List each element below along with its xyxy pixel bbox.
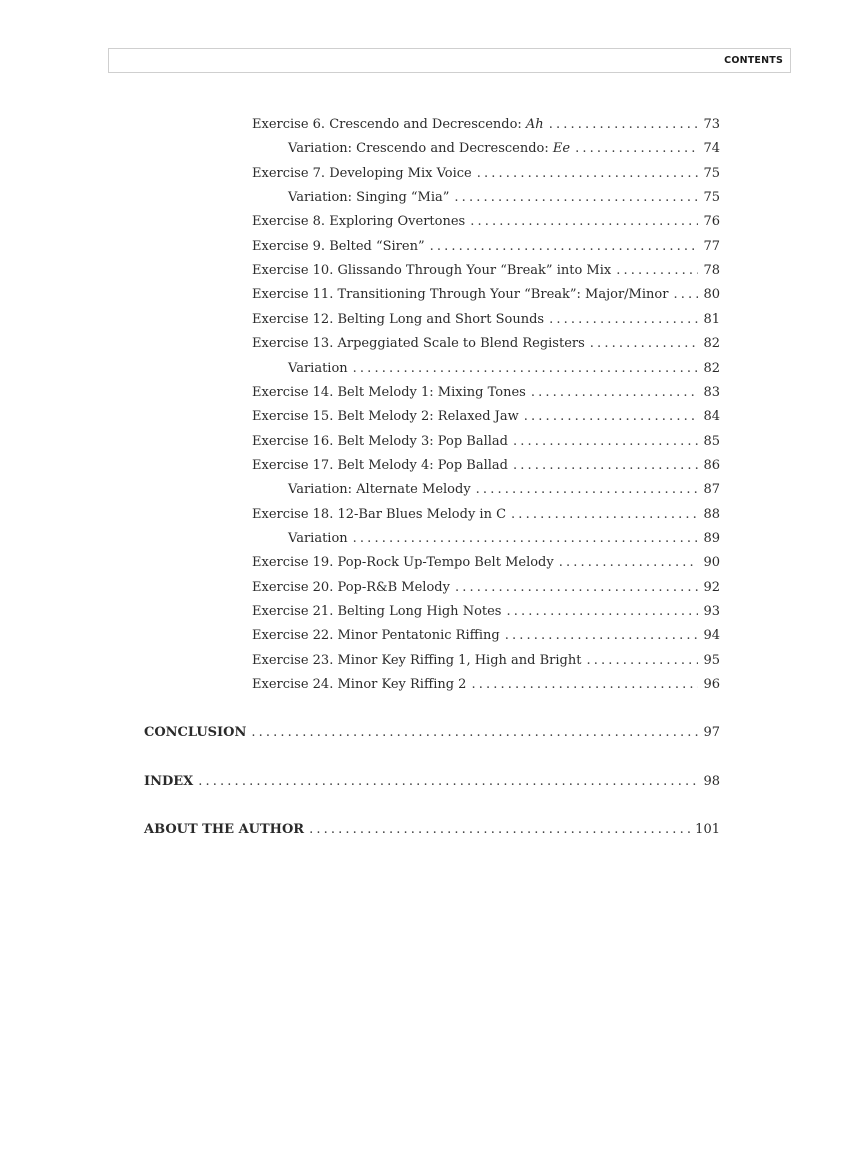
toc-entry-title bbox=[144, 822, 304, 838]
toc-entry-title-text: Variation: Singing “Mia” bbox=[288, 190, 450, 205]
toc-variation-entry[interactable] bbox=[288, 190, 720, 206]
toc-entry-title-text: Variation: Alternate Melody bbox=[288, 482, 471, 497]
toc-entry-title-text: Exercise 15. Belt Melody 2: Relaxed Jaw bbox=[252, 409, 519, 424]
dot-leader bbox=[559, 555, 699, 571]
toc-entry-page-number: 75 bbox=[703, 166, 720, 181]
dot-leader bbox=[616, 263, 698, 279]
toc-entry-page-number: 83 bbox=[703, 385, 720, 400]
toc-section-entry[interactable] bbox=[144, 774, 720, 790]
toc-variation-entry[interactable] bbox=[288, 141, 720, 157]
toc-entry-title-text: Exercise 11. Transitioning Through Your “Break”: Major/Minor bbox=[252, 287, 669, 302]
toc-entry-page-number: 97 bbox=[703, 725, 720, 740]
dot-leader bbox=[471, 677, 698, 693]
toc-entry-title bbox=[288, 141, 570, 157]
dot-leader bbox=[673, 287, 698, 303]
dot-leader bbox=[476, 482, 699, 498]
dot-leader bbox=[470, 214, 698, 230]
toc-entry-page-number: 80 bbox=[703, 287, 720, 302]
dot-leader bbox=[549, 312, 698, 328]
toc-exercise-entry[interactable] bbox=[252, 287, 720, 303]
toc-entry-page-number: 74 bbox=[703, 141, 720, 156]
toc-exercise-entry[interactable] bbox=[252, 117, 720, 133]
toc-entry-title-text: Exercise 9. Belted “Siren” bbox=[252, 239, 425, 254]
toc-exercise-entry[interactable] bbox=[252, 628, 720, 644]
toc-entry-title-text: Exercise 13. Arpeggiated Scale to Blend Registers bbox=[252, 336, 585, 351]
dot-leader bbox=[198, 774, 698, 790]
toc-entry-page-number: 93 bbox=[703, 604, 720, 619]
dot-leader bbox=[513, 434, 698, 450]
dot-leader bbox=[549, 117, 699, 133]
toc-entry-title bbox=[252, 214, 465, 230]
toc-entry-page-number: 85 bbox=[703, 434, 720, 449]
toc-exercise-entry[interactable] bbox=[252, 434, 720, 450]
toc-entry-title bbox=[252, 653, 581, 669]
toc-entry-page-number: 90 bbox=[703, 555, 720, 570]
toc-entry-title bbox=[252, 287, 668, 303]
toc-entry-title bbox=[252, 555, 554, 571]
toc-entry-title-text: Exercise 24. Minor Key Riffing 2 bbox=[252, 677, 467, 692]
toc-exercise-entry[interactable] bbox=[252, 263, 720, 279]
toc-entry-title bbox=[252, 239, 425, 255]
dot-leader bbox=[531, 385, 699, 401]
toc-entry-page-number: 84 bbox=[703, 409, 720, 424]
toc-exercise-entry[interactable] bbox=[252, 604, 720, 620]
toc-variation-entry[interactable] bbox=[288, 482, 720, 498]
toc-entry-title bbox=[252, 604, 501, 620]
dot-leader bbox=[511, 507, 698, 523]
toc-entry-title-text: Exercise 22. Minor Pentatonic Riffing bbox=[252, 628, 500, 643]
toc-entry-title-text: Exercise 18. 12-Bar Blues Melody in C bbox=[252, 507, 507, 522]
toc-exercise-entry[interactable] bbox=[252, 653, 720, 669]
dot-leader bbox=[309, 822, 690, 838]
dot-leader bbox=[586, 653, 698, 669]
toc-entry-title-italic: Ee bbox=[552, 141, 571, 156]
dot-leader bbox=[590, 336, 699, 352]
toc-entry-page-number: 77 bbox=[703, 239, 720, 254]
toc-entry-title-text: Variation bbox=[288, 531, 348, 546]
dot-leader bbox=[251, 725, 698, 741]
toc-entry-title bbox=[252, 434, 508, 450]
toc-entry-title bbox=[144, 725, 246, 741]
toc-entry-title bbox=[288, 361, 348, 377]
toc-entry-title bbox=[252, 166, 472, 182]
toc-exercise-entry[interactable] bbox=[252, 385, 720, 401]
dot-leader bbox=[513, 458, 698, 474]
toc-entry-page-number: 73 bbox=[703, 117, 720, 132]
toc-entry-page-number: 82 bbox=[703, 336, 720, 351]
toc-entry-title bbox=[288, 531, 348, 547]
toc-exercise-entry[interactable] bbox=[252, 409, 720, 425]
toc-exercise-entry[interactable] bbox=[252, 312, 720, 328]
toc-entry-page-number: 98 bbox=[703, 774, 720, 789]
toc-entry-title-text: Exercise 8. Exploring Overtones bbox=[252, 214, 466, 229]
toc-entry-page-number: 82 bbox=[703, 361, 720, 376]
toc-entry-title bbox=[288, 190, 449, 206]
toc-entry-page-number: 86 bbox=[703, 458, 720, 473]
toc-exercise-entry[interactable] bbox=[252, 239, 720, 255]
toc-entry-title-text: Variation: Crescendo and Decrescendo: bbox=[288, 141, 553, 156]
toc-entry-title-text: INDEX bbox=[144, 774, 194, 789]
toc-exercise-entry[interactable] bbox=[252, 580, 720, 596]
toc-entry-title bbox=[252, 507, 506, 523]
toc-entry-page-number: 96 bbox=[703, 677, 720, 692]
toc-entry-title bbox=[252, 263, 611, 279]
toc-entry-title bbox=[252, 628, 500, 644]
running-header-label: CONTENTS bbox=[724, 55, 783, 66]
dot-leader bbox=[455, 580, 699, 596]
toc-entry-title bbox=[252, 458, 508, 474]
toc-exercise-entry[interactable] bbox=[252, 555, 720, 571]
toc-entry-page-number: 88 bbox=[703, 507, 720, 522]
toc-entry-title-italic: Ah bbox=[525, 117, 544, 132]
toc-entry-page-number: 94 bbox=[703, 628, 720, 643]
dot-leader bbox=[353, 361, 699, 377]
toc-exercise-entry[interactable] bbox=[252, 166, 720, 182]
toc-entry-page-number: 92 bbox=[703, 580, 720, 595]
toc-entry-title-text: Exercise 21. Belting Long High Notes bbox=[252, 604, 502, 619]
toc-section-entry[interactable] bbox=[144, 822, 720, 838]
toc-entry-title-text: Exercise 23. Minor Key Riffing 1, High and Bright bbox=[252, 653, 582, 668]
toc-entry-title-text: Exercise 20. Pop-R&B Melody bbox=[252, 580, 450, 595]
toc-entry-page-number: 75 bbox=[703, 190, 720, 205]
toc-entry-title bbox=[288, 482, 471, 498]
toc-entry-title bbox=[252, 409, 519, 425]
dot-leader bbox=[353, 531, 699, 547]
toc-entry-title bbox=[252, 580, 450, 596]
dot-leader bbox=[506, 604, 698, 620]
toc-exercise-entry[interactable] bbox=[252, 507, 720, 523]
toc-entry-title bbox=[252, 117, 544, 133]
toc-entry-title-text: ABOUT THE AUTHOR bbox=[144, 822, 305, 837]
toc-exercise-entry[interactable] bbox=[252, 214, 720, 230]
toc-entry-page-number: 78 bbox=[703, 263, 720, 278]
toc-variation-entry[interactable] bbox=[288, 531, 720, 547]
toc-variation-entry[interactable] bbox=[288, 361, 720, 377]
toc-entry-page-number: 89 bbox=[703, 531, 720, 546]
toc-entry-title-text: Exercise 17. Belt Melody 4: Pop Ballad bbox=[252, 458, 508, 473]
running-header bbox=[108, 48, 791, 73]
toc-entry-page-number: 101 bbox=[695, 822, 720, 837]
toc-entry-page-number: 95 bbox=[703, 653, 720, 668]
toc-exercise-entry[interactable] bbox=[252, 336, 720, 352]
toc-entry-title bbox=[252, 385, 526, 401]
toc-exercise-entry[interactable] bbox=[252, 458, 720, 474]
toc-entry-title bbox=[252, 312, 544, 328]
dot-leader bbox=[477, 166, 699, 182]
dot-leader bbox=[524, 409, 699, 425]
toc-entry-title-text: CONCLUSION bbox=[144, 725, 247, 740]
toc-section-entry[interactable] bbox=[144, 725, 720, 741]
toc-entry-title-text: Exercise 12. Belting Long and Short Sounds bbox=[252, 312, 545, 327]
dot-leader bbox=[454, 190, 698, 206]
dot-leader bbox=[505, 628, 699, 644]
toc-entry-title-text: Variation bbox=[288, 361, 348, 376]
dot-leader bbox=[430, 239, 699, 255]
toc-entry-title-text: Exercise 6. Crescendo and Decrescendo: bbox=[252, 117, 526, 132]
toc-entry-title-text: Exercise 7. Developing Mix Voice bbox=[252, 166, 472, 181]
toc-entry-title bbox=[144, 774, 193, 790]
toc-exercise-entry[interactable] bbox=[252, 677, 720, 693]
toc-entry-title bbox=[252, 336, 585, 352]
dot-leader bbox=[575, 141, 698, 157]
toc-entry-title bbox=[252, 677, 466, 693]
toc-entry-title-text: Exercise 14. Belt Melody 1: Mixing Tones bbox=[252, 385, 526, 400]
toc-entry-title-text: Exercise 16. Belt Melody 3: Pop Ballad bbox=[252, 434, 508, 449]
toc-entry-title-text: Exercise 10. Glissando Through Your “Break” into Mix bbox=[252, 263, 612, 278]
toc-entry-page-number: 81 bbox=[703, 312, 720, 327]
toc-entry-page-number: 76 bbox=[703, 214, 720, 229]
toc-entry-page-number: 87 bbox=[703, 482, 720, 497]
toc-entry-title-text: Exercise 19. Pop-Rock Up-Tempo Belt Melody bbox=[252, 555, 554, 570]
